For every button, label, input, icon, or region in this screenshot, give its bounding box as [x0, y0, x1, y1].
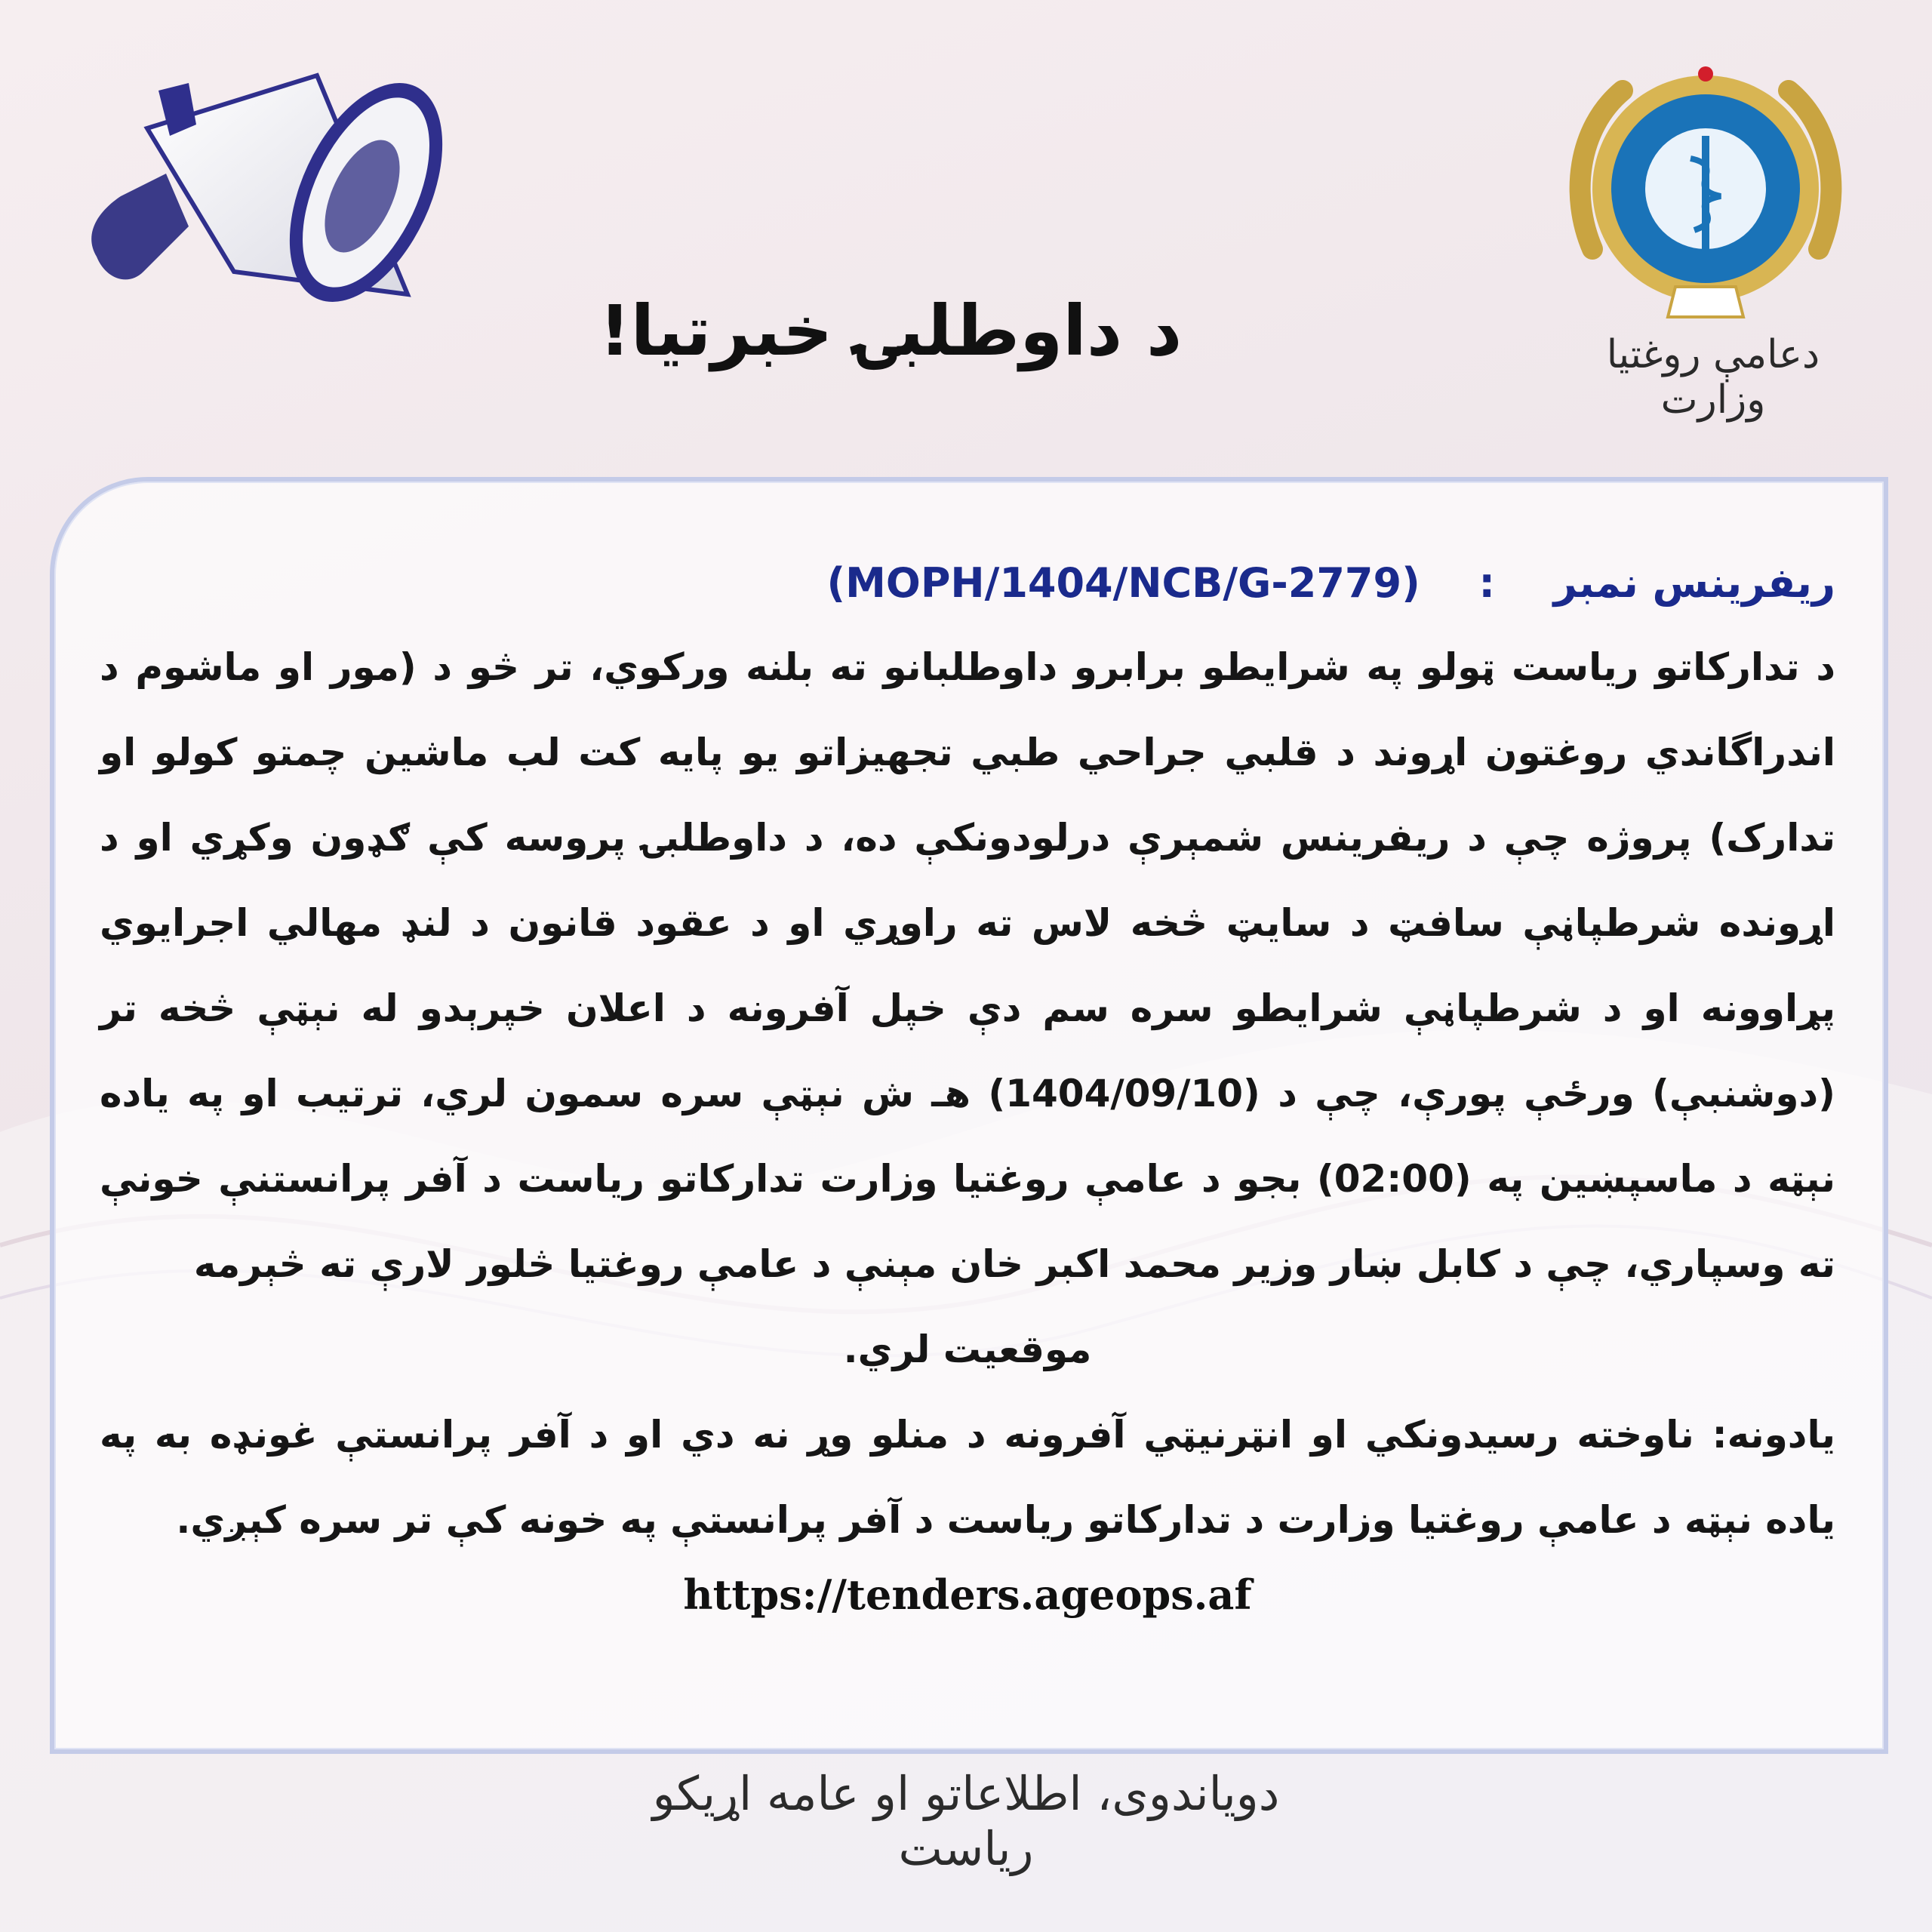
body-paragraph: د تدارکاتو ریاست ټولو په شرایطو برابرو داوطلبانو ته بلنه ورکوي، تر څو د (مور او ماشوم د اندراگاندي روغتون اړوند د قلبي جراحي طبي تجهیزاتو یو پایه کت لب ماشین چمتو کولو او تدارک) پروژه چې د ریفرینس شمېرې درلودونکې ده، د داوطلبۍ پروسه کې ګډون وکړي او د اړونده شرطپاڼې سافټ د سایټ څخه لاس ته راوړي او د عقود قانون د لنډ مهالي اجرایوي پړاوونه او د شرطپاڼې شرایطو سره سم دې خپل آفرونه د اعلان خپرېدو له نېټې څخه تر (دوشنبې) ورځې پورې، چې د (1404/09/10) هـ ش نېټې سره سمون لري، ترتیب او په یاده نېټه د ماسپښین په (02:00) بجو د عامې روغتیا وزارت تدارکاتو ریاست د آفر پرانستنې خونې ته وسپاري، چې د کابل ښار وزیر محمد اکبر خان مېنې د عامې روغتیا څلور لارې ته څېرمه	[100, 645, 1835, 1286]
note-paragraph: یادونه: ناوخته رسیدونکي او انټرنیټي آفرونه د منلو وړ نه دي او د آفر پرانستې غونډه به په یاده نېټه د عامې روغتیا وزارت د تدارکاتو ریاست د آفر پرانستې په خونه کې تر سره کېږي.	[100, 1413, 1835, 1542]
reference-label: ریفرینس نمبر	[1553, 559, 1835, 607]
reference-code: (MOPH/1404/NCB/G-2779)	[826, 559, 1420, 607]
reference-row	[100, 549, 1835, 617]
reference-separator: :	[1478, 559, 1495, 607]
body-last-line: موقعیت لري.	[843, 1327, 1092, 1371]
ministry-logo-icon	[1562, 60, 1849, 332]
announcement-card	[50, 477, 1888, 1754]
tenders-link[interactable]: https://tenders.ageops.af	[683, 1571, 1252, 1619]
footer-signature: دویاندوی، اطلاعاتو او عامه اړیکو ریاست	[652, 1766, 1280, 1876]
announcement-content	[100, 549, 1835, 1619]
page-title: د داوطلبۍ خبرتیا!	[598, 291, 1183, 371]
megaphone-icon	[75, 45, 468, 392]
announcement-body	[100, 625, 1835, 1392]
logo-caption: دعامې روغتیا وزارت	[1606, 332, 1820, 423]
